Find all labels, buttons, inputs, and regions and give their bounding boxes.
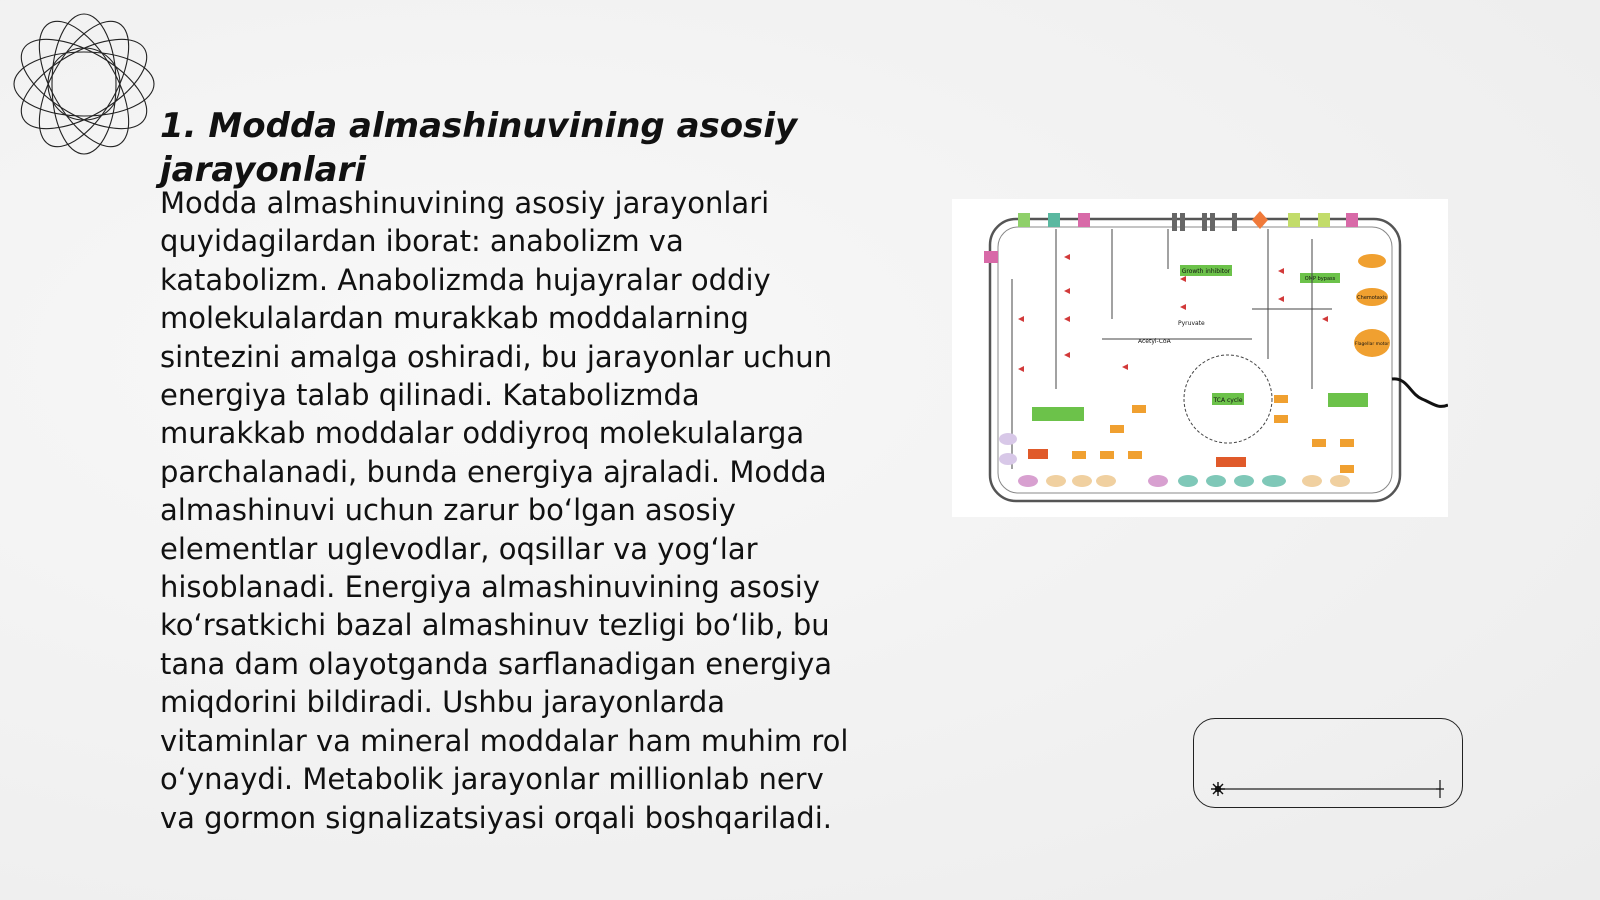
cross-marker-icon [1436, 780, 1444, 798]
label-growth-inhibitor: Growth inhibitor [1181, 268, 1231, 275]
rosette-icon [10, 10, 158, 158]
label-pyruvate: Pyruvate [1178, 320, 1205, 327]
label-chemotaxis: Chemotaxis [1357, 295, 1387, 301]
label-acetyl-coa: Acetyl-CoA [1138, 338, 1171, 345]
page-title: 1. Modda almashinuvining asosiy jarayonlari [160, 106, 798, 190]
metabolic-pathway-diagram [952, 199, 1448, 517]
label-omp-bypass: OMP bypass [1304, 276, 1336, 282]
body-text: Modda almashinuvining asosiy jarayonlari quyidagilardan iborat: anabolizm va katabolizm. Anabolizmda hujayralar oddiy molekulalardan murakkab moddalarning sintezini amalga oshiradi, bu jarayonlar uchun energiya talab qilinadi. Katabolizmda murakkab moddalar oddiyroq molekulalarga parchalanadi, bunda energiya ajraladi. Modda almashinuvi uchun zarur bo‘lgan asosiy elementlar uglevodlar, oqsillar va yog‘lar hisoblanadi. Energiya almashinuvining asosiy ko‘rsatkichi bazal almashinuv tezligi bo‘lib, bu tana dam olayotganda sarflanadigan energiya miqdorini bildiradi. Ushbu jarayonlarda vitaminlar va mineral moddalar ham muhim rol o‘ynaydi. Metabolik jarayonlar millionlab nerv va gormon signalizatsiyasi orqali boshqariladi. [160, 186, 849, 835]
timeline-widget [1193, 718, 1463, 808]
label-flagellar-motor: Flagellar motor [1354, 342, 1390, 347]
diagram-graphic [952, 199, 1448, 517]
starburst-icon [1211, 782, 1225, 796]
label-tca-cycle: TCA cycle [1213, 397, 1243, 404]
